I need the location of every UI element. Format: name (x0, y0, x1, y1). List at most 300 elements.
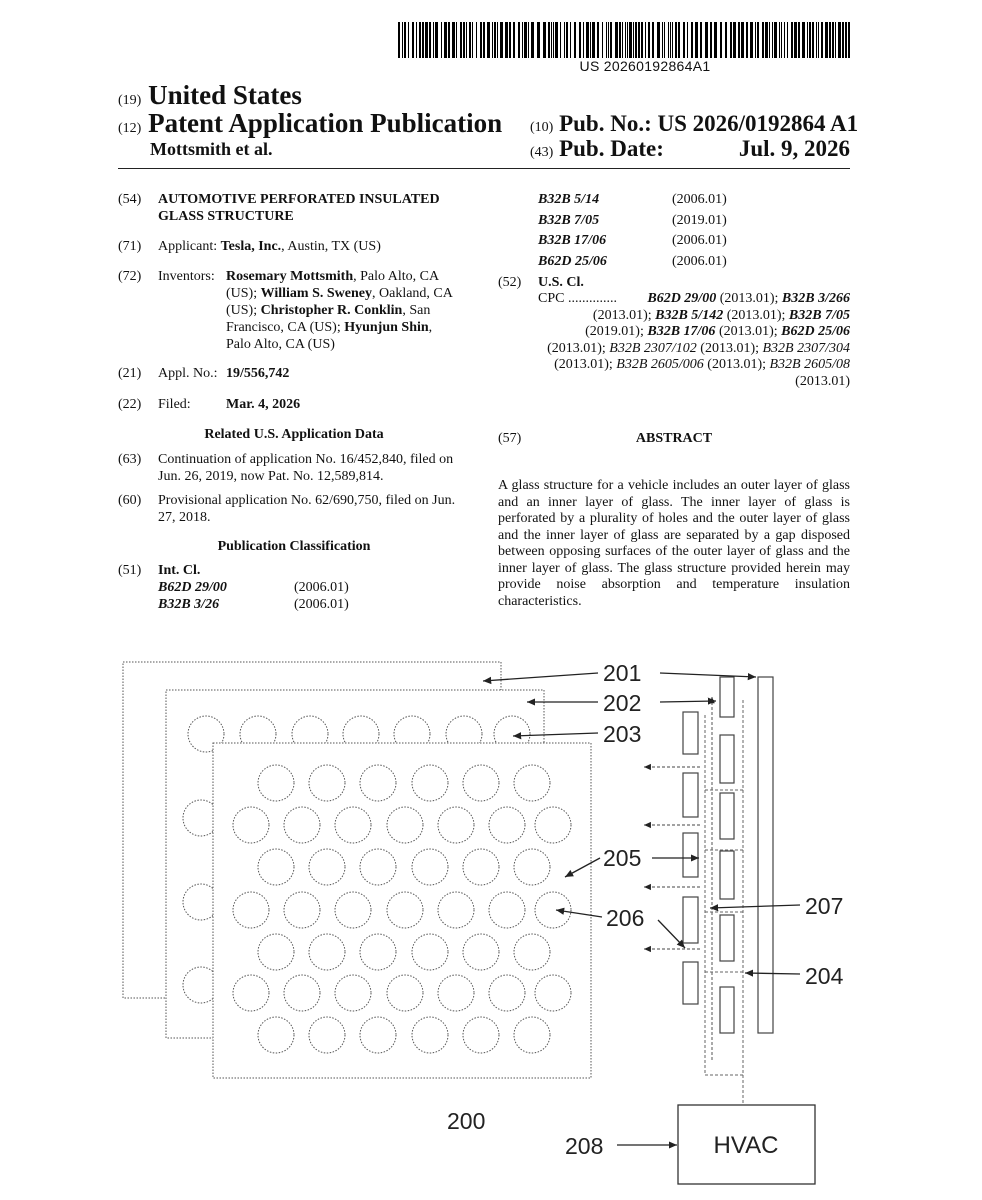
barcode-bar (425, 22, 428, 58)
barcode-bar (597, 22, 599, 58)
applicant-line (158, 238, 381, 255)
barcode-bar (829, 22, 831, 58)
inventor-3-location-2: Francisco, CA (US); (226, 320, 345, 335)
barcode-bar (487, 22, 490, 58)
barcode-bar (714, 22, 717, 58)
barcode-bar (524, 22, 527, 58)
layer-segment (683, 833, 698, 877)
int-cl-year: (2006.01) (294, 580, 349, 595)
perforation-hole (360, 765, 396, 801)
barcode-bar (664, 22, 665, 58)
inventor-2-location: , Oakland, CA (372, 286, 453, 301)
country-name: United States (148, 80, 302, 110)
barcode-bar (825, 22, 828, 58)
pub-date-line (530, 136, 850, 162)
perforation-hole (233, 892, 269, 928)
int-cl-code-value: B32B 3/26 (158, 597, 220, 612)
inventors-line-1 (226, 268, 439, 285)
leader-207 (710, 905, 800, 908)
perforation-hole (387, 975, 423, 1011)
barcode-bar (779, 22, 780, 58)
barcode-bar (456, 22, 457, 58)
barcode-bar (725, 22, 727, 58)
int-cl-row (538, 191, 838, 208)
layer-segment (720, 793, 734, 839)
perforation-hole (535, 975, 571, 1011)
barcode-bar (812, 22, 814, 58)
int-cl-label: Int. Cl. (158, 563, 201, 578)
barcode-bar (755, 22, 756, 58)
barcode-bar (625, 22, 626, 58)
perforation-hole (335, 807, 371, 843)
cpc-year: (2013.01); (696, 340, 763, 356)
perforation-hole (489, 892, 525, 928)
pub-number-label: Pub. No.: (559, 111, 652, 136)
barcode-bar (784, 22, 785, 58)
perforation-hole (463, 934, 499, 970)
perforation-hole (463, 849, 499, 885)
barcode-bar (448, 22, 450, 58)
int-cl-year: (2006.01) (672, 253, 727, 269)
barcode-bar (548, 22, 550, 58)
perforation-hole (258, 849, 294, 885)
barcode-bar (566, 22, 568, 58)
abstract-code: (57) (498, 431, 522, 446)
provisional-line-1: Provisional application No. 62/690,750, filed on Jun. (158, 493, 456, 508)
us-cl-field (498, 274, 850, 291)
label-206: 206 (606, 905, 645, 931)
label-200: 200 (447, 1108, 486, 1134)
us-cl-label: U.S. Cl. (538, 275, 584, 290)
abstract-heading: ABSTRACT (635, 431, 713, 446)
int-cl-year: (2006.01) (672, 233, 727, 248)
barcode-bar (590, 22, 591, 58)
abstract-text: A glass structure for a vehicle includes an outer layer of glass and an inner layer of glass. The inner layer of glass is perforated by a plurality of holes and the outer layer of glass and the inner layer of glass are separated by a gap disposed between opposing surfaces of the outer layer of glass and the inner layer of glass. The glass structure provided herein may provide noise absorption and temperature insulation characteristics. (498, 478, 850, 609)
barcode-bar (422, 22, 424, 58)
barcode-bar (772, 22, 773, 58)
label-207: 207 (805, 893, 844, 919)
perforation-hole (514, 849, 550, 885)
barcode-bar (412, 22, 414, 58)
perforation-hole (387, 807, 423, 843)
inventor-2: William S. Sweney (260, 286, 372, 301)
int-cl-row (538, 212, 838, 229)
int-cl-code: (51) (118, 563, 142, 578)
inventor-4: Hyunjun Shin (344, 320, 429, 335)
country-line (118, 80, 302, 111)
barcode-bar (705, 22, 708, 58)
inventor-3-location: , San (402, 303, 431, 318)
us-cl-code: (52) (498, 275, 522, 290)
barcode-bar (835, 22, 836, 58)
barcode-bar (691, 22, 693, 58)
int-cl-code-value: B32B 17/06 (538, 233, 607, 248)
title-line-2: GLASS STRUCTURE (158, 209, 294, 224)
pub-date-code: (43) (530, 145, 554, 160)
inventors-line-2 (226, 285, 453, 302)
cpc-code: B32B 3/266 (781, 291, 850, 306)
barcode-bar (543, 22, 546, 58)
publication-type: Patent Application Publication (148, 108, 503, 138)
barcode-bar (583, 22, 584, 58)
int-cl-code-value: B62D 29/00 (158, 580, 227, 595)
cpc-year: (2019.01); (585, 324, 648, 340)
filed-field (118, 396, 478, 413)
authors: Mottsmith et al. (150, 139, 273, 159)
inventor-1-location-2: (US); (226, 286, 261, 301)
barcode-bar (419, 22, 421, 58)
barcode-bar (522, 22, 523, 58)
barcode-bar (570, 22, 571, 58)
barcode-bar (452, 22, 455, 58)
barcode-bar (429, 22, 431, 58)
barcode-bar (787, 22, 788, 58)
int-cl-row (538, 253, 838, 270)
barcode-bar (832, 22, 834, 58)
barcode-bar (435, 22, 438, 58)
barcode-bar (807, 22, 808, 58)
barcode-bar (695, 22, 698, 58)
layer-segment (683, 712, 698, 754)
perforation-hole (463, 1017, 499, 1053)
cpc-code: B32B 17/06 (647, 324, 716, 340)
continuation-line-2: Jun. 26, 2019, now Pat. No. 12,589,814. (158, 469, 384, 484)
perforation-hole (412, 1017, 448, 1053)
perforation-hole (258, 765, 294, 801)
cpc-code: B32B 2307/102 (609, 340, 697, 356)
appl-no-code: (21) (118, 366, 142, 381)
barcode-bar (757, 22, 759, 58)
barcode-bar (444, 22, 447, 58)
appl-no-label: Appl. No.: (158, 366, 218, 381)
barcode-bar (710, 22, 712, 58)
barcode-bar (750, 22, 753, 58)
inventors-line-5: Palo Alto, CA (US) (226, 337, 335, 352)
barcode-bar (483, 22, 485, 58)
perforation-hole (412, 765, 448, 801)
cpc-year: (2013.01); (715, 324, 782, 340)
filed-code: (22) (118, 397, 142, 412)
perforation-hole (284, 892, 320, 928)
barcode-bar (402, 22, 403, 58)
perforation-hole (360, 849, 396, 885)
perforation-hole (335, 892, 371, 928)
perforation-hole (387, 892, 423, 928)
barcode-bar (528, 22, 529, 58)
barcode-bar (802, 22, 805, 58)
barcode-bar (469, 22, 471, 58)
barcode-bar (798, 22, 800, 58)
provisional-field (118, 492, 478, 526)
barcode-bar (720, 22, 722, 58)
perforation-hole (438, 807, 474, 843)
barcode-bar (848, 22, 850, 58)
perforation-hole (309, 849, 345, 885)
barcode-bar (657, 22, 660, 58)
perforation-hole (489, 807, 525, 843)
applicant-label: Applicant: (158, 239, 218, 254)
barcode-bar (746, 22, 748, 58)
barcode-bar (509, 22, 511, 58)
layer-segment (720, 735, 734, 783)
cpc-year: (2013.01); (592, 307, 656, 323)
cpc-code: B32B 2605/08 (769, 357, 850, 373)
label-203: 203 (603, 721, 642, 747)
inventor-1: Rosemary Mottsmith (226, 269, 354, 284)
applicant-name: Tesla, Inc. (220, 239, 282, 254)
leader-202-side (660, 701, 716, 702)
title-field (118, 191, 478, 227)
header-divider (118, 168, 850, 169)
barcode-bar (433, 22, 434, 58)
barcode-bar (672, 22, 673, 58)
barcode-bar (675, 22, 677, 58)
barcode-bar (602, 22, 603, 58)
barcode-bar (645, 22, 646, 58)
barcode-bar (551, 22, 552, 58)
perforation-hole (284, 807, 320, 843)
barcode-bar (555, 22, 558, 58)
barcode-bar (762, 22, 764, 58)
inventor-1-location: , Palo Alto, CA (353, 269, 440, 284)
leader-201-side (660, 673, 756, 677)
side-view-layer-201 (758, 677, 773, 1033)
barcode-bar (794, 22, 797, 58)
label-208: 208 (565, 1133, 604, 1159)
barcode-bar (821, 22, 823, 58)
perforation-hole (438, 892, 474, 928)
cpc-prefix: CPC .............. (538, 291, 617, 306)
barcode-bar (615, 22, 618, 58)
cpc-code: B32B 2307/304 (762, 340, 850, 356)
layer-segment (720, 987, 734, 1033)
perforation-hole (412, 849, 448, 885)
perforation-hole (463, 765, 499, 801)
cpc-year: (2013.01); (703, 357, 770, 373)
barcode-bar (606, 22, 607, 58)
perforation-hole (535, 807, 571, 843)
layer-segment (720, 677, 734, 717)
barcode-bar (608, 22, 609, 58)
label-205: 205 (603, 845, 642, 871)
provisional-code: (60) (118, 493, 142, 508)
barcode-bar (845, 22, 847, 58)
label-204: 204 (805, 963, 844, 989)
barcode-bar (738, 22, 740, 58)
barcode-bar (700, 22, 702, 58)
leader-204 (745, 973, 800, 974)
related-heading: Related U.S. Application Data (204, 427, 384, 442)
barcode-bar (683, 22, 685, 58)
perforation-hole (360, 934, 396, 970)
int-cl-row (538, 232, 838, 249)
barcode-bar (668, 22, 669, 58)
int-cl-field (118, 562, 478, 613)
continuation-code: (63) (118, 452, 142, 467)
applicant-field (118, 238, 478, 255)
hvac-label: HVAC (713, 1132, 779, 1159)
label-201: 201 (603, 660, 642, 686)
int-cl-code-value: B32B 7/05 (538, 212, 600, 228)
inventor-3: Christopher R. Conklin (260, 303, 403, 318)
cpc-year: (2013.01); (723, 307, 789, 323)
country-code: (19) (118, 93, 142, 108)
side-view-layer-202 (720, 677, 734, 1033)
abstract-heading-field (498, 430, 850, 447)
barcode-bar (531, 22, 534, 58)
barcode-bar (648, 22, 650, 58)
cpc-code: B62D 29/00 (647, 291, 717, 306)
barcode-bar (622, 22, 623, 58)
provisional-line-2: 27, 2018. (158, 510, 211, 525)
barcode-bar (652, 22, 654, 58)
barcode-number: US 20260192864A1 (579, 58, 711, 74)
layer-segment (720, 851, 734, 899)
barcode-bar (586, 22, 589, 58)
perforation-hole (284, 975, 320, 1011)
int-cl-row (158, 596, 458, 613)
inventors-line-4 (226, 319, 432, 336)
barcode-bar (560, 22, 561, 58)
barcode-bar (662, 22, 663, 58)
cpc-year: (2013.01); (716, 291, 782, 306)
perforation-hole (514, 934, 550, 970)
inventors-code: (72) (118, 269, 142, 284)
barcode-bar (518, 22, 520, 58)
barcode-bar (638, 22, 640, 58)
barcode-bar (670, 22, 671, 58)
cpc-classification (538, 291, 850, 391)
barcode (398, 22, 850, 58)
barcode-bar (537, 22, 540, 58)
perforation-hole (489, 975, 525, 1011)
patent-figure (0, 640, 982, 1200)
perforation-hole (514, 765, 550, 801)
cpc-year: (2013.01); (554, 357, 617, 373)
perforation-hole (233, 807, 269, 843)
inventors-field (118, 268, 478, 354)
barcode-bar (460, 22, 462, 58)
barcode-bar (733, 22, 736, 58)
filed-label: Filed: (158, 397, 191, 412)
barcode-bar (592, 22, 595, 58)
barcode-bar (781, 22, 782, 58)
barcode-bar (765, 22, 768, 58)
appl-no-field (118, 365, 478, 382)
int-cl-code-value: B32B 5/14 (538, 192, 600, 207)
barcode-bar (398, 22, 400, 58)
inventor-4-location: , (428, 320, 433, 335)
int-cl-continued (538, 191, 838, 271)
barcode-bar (635, 22, 637, 58)
perforation-hole (438, 975, 474, 1011)
barcode-bar (818, 22, 819, 58)
title-line-1: AUTOMOTIVE PERFORATED INSULATED (158, 192, 440, 207)
cpc-year: (2013.01) (795, 373, 850, 389)
barcode-bar (416, 22, 417, 58)
inventors-label: Inventors: (158, 269, 215, 284)
int-cl-row (158, 579, 458, 596)
publication-type-line (118, 108, 502, 139)
barcode-bar (629, 22, 632, 58)
perforation-hole (309, 934, 345, 970)
barcode-bar (633, 22, 634, 58)
pub-date: Jul. 9, 2026 (738, 136, 850, 161)
barcode-bar (404, 22, 406, 58)
perforation-hole (258, 934, 294, 970)
barcode-bar (497, 22, 498, 58)
barcode-bar (842, 22, 844, 58)
barcode-bar (472, 22, 473, 58)
barcode-bar (574, 22, 576, 58)
barcode-bar (838, 22, 841, 58)
perforation-hole (412, 934, 448, 970)
appl-no: 19/556,742 (226, 366, 290, 381)
int-cl-year: (2006.01) (672, 192, 727, 207)
pub-number-line (530, 111, 858, 137)
pub-number: US 2026/0192864 A1 (657, 111, 859, 136)
barcode-bar (492, 22, 493, 58)
publication-classification-heading: Publication Classification (217, 539, 371, 554)
perforation-hole (335, 975, 371, 1011)
cpc-code: B32B 2605/006 (616, 357, 704, 373)
barcode-bar (809, 22, 811, 58)
perforation-hole (309, 1017, 345, 1053)
barcode-bar (641, 22, 643, 58)
barcode-bar (816, 22, 817, 58)
layer-segment (683, 962, 698, 1004)
barcode-bar (610, 22, 612, 58)
barcode-bar (678, 22, 680, 58)
cpc-code: B62D 25/06 (781, 324, 850, 340)
applicant-location: , Austin, TX (US) (281, 239, 381, 254)
barcode-bar (564, 22, 565, 58)
barcode-bar (769, 22, 770, 58)
barcode-bar (466, 22, 467, 58)
pub-date-label: Pub. Date: (559, 136, 664, 161)
barcode-bar (627, 22, 628, 58)
barcode-bar (619, 22, 621, 58)
cpc-code: B32B 7/05 (788, 307, 850, 323)
applicant-code: (71) (118, 239, 142, 254)
barcode-bar (741, 22, 744, 58)
int-cl-year: (2019.01) (672, 212, 727, 228)
barcode-bar (463, 22, 465, 58)
barcode-bar (494, 22, 496, 58)
title-code: (54) (118, 192, 142, 207)
barcode-bar (791, 22, 793, 58)
perforation-hole (535, 892, 571, 928)
perforation-hole (514, 1017, 550, 1053)
layer-segment (720, 915, 734, 961)
continuation-line-1: Continuation of application No. 16/452,840, filed on (158, 452, 454, 467)
barcode-bar (500, 22, 503, 58)
barcode-bar (505, 22, 508, 58)
barcode-bar (480, 22, 482, 58)
barcode-bar (687, 22, 688, 58)
label-202: 202 (603, 690, 642, 716)
barcode-bar (730, 22, 732, 58)
publication-type-code: (12) (118, 121, 142, 136)
perforation-hole (258, 1017, 294, 1053)
layer-segment (683, 897, 698, 943)
perforation-hole (233, 975, 269, 1011)
barcode-bar (441, 22, 442, 58)
barcode-bar (513, 22, 515, 58)
leader-206-side (658, 920, 685, 948)
cpc-year: (2013.01); (547, 340, 610, 356)
barcode-bar (579, 22, 581, 58)
